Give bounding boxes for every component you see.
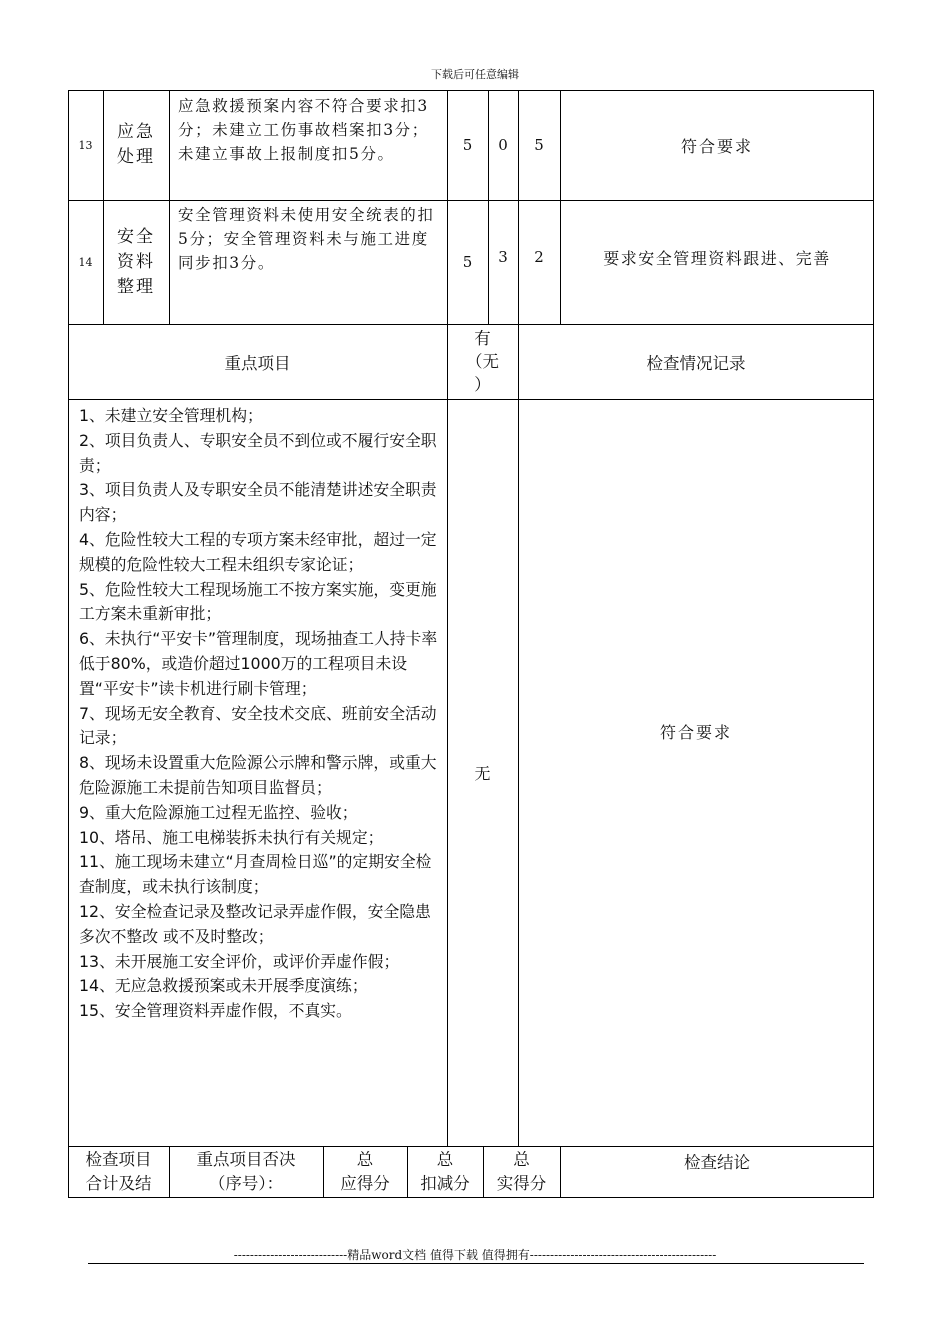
summary-veto: 重点项目否决 （序号）： — [196, 1150, 296, 1193]
key-item: 12、安全检查记录及整改记录弄虚作假，安全隐患多次不整改 或不及时整改； — [79, 901, 431, 946]
page-header: 下载后可任意编辑 — [431, 68, 519, 81]
key-items-header: 重点项目 — [224, 353, 291, 373]
summary-label: 检查项目 合计及结 — [85, 1150, 152, 1193]
key-item: 13、未开展施工安全评价，或评价弄虚作假； — [79, 951, 400, 971]
key-item: 10、塔吊、施工电梯装拆未执行有关规定； — [79, 827, 384, 847]
key-item: 14、无应急救援预案或未开展季度演练； — [79, 976, 368, 996]
row-13-item: 应急 处理 — [117, 122, 155, 167]
row-13-deduct-score: 0 — [498, 136, 508, 154]
key-item: 6、未执行“平安卡”管理制度，现场抽查工人持卡率低于80%，或造价超过1000万的工程项目未设置“平安卡”读卡机进行刷卡管理； — [79, 629, 438, 698]
has-none-value: 无 — [474, 764, 491, 783]
row-14-actual-score: 2 — [534, 248, 544, 266]
key-item: 8、现场未设置重大危险源公示牌和警示牌，或重大危险源施工未提前告知项目监督员； — [79, 753, 437, 797]
footer-divider — [88, 1263, 864, 1264]
key-item: 15、安全管理资料弄虚作假，不真实。 — [79, 1001, 352, 1021]
has-none-header: 有 （无 ） — [466, 329, 499, 394]
key-item: 4、危险性较大工程的专项方案未经审批，超过一定规模的危险性较大工程未组织专家论证； — [79, 529, 437, 574]
key-items-list — [79, 404, 443, 1024]
key-item: 3、项目负责人及专职安全员不能清楚讲述安全职责内容； — [79, 480, 437, 525]
key-item: 2、项目负责人、专职安全员不到位或不履行安全职责； — [79, 430, 437, 475]
row-13-number: 13 — [78, 138, 93, 152]
key-item: 9、重大危险源施工过程无监控、验收； — [79, 802, 358, 822]
summary-total-should: 总 应得分 — [340, 1150, 390, 1193]
row-14-record: 要求安全管理资料跟进、完善 — [603, 248, 831, 268]
summary-conclusion: 检查结论 — [684, 1153, 750, 1172]
page-footer: ----------------------------精品word文档 值得下载 值得拥有---------------------------------------------- — [233, 1248, 717, 1262]
summary-total-actual: 总 实得分 — [496, 1150, 547, 1193]
summary-total-deduct: 总 扣减分 — [420, 1150, 470, 1193]
row-14-should-score: 5 — [462, 253, 473, 271]
row-14-item: 安全 资料 整理 — [117, 226, 155, 297]
row-14-number: 14 — [78, 255, 93, 269]
key-item: 7、现场无安全教育、安全技术交底、班前安全活动记录； — [79, 703, 437, 748]
row-14-description: 安全管理资料未使用安全统表的扣5分；安全管理资料未与施工进度同步扣3分。 — [178, 206, 435, 272]
row-13-record: 符合要求 — [680, 136, 753, 156]
key-item: 1、未建立安全管理机构； — [79, 406, 263, 425]
key-record-value: 符合要求 — [659, 722, 732, 742]
key-item: 5、危险性较大工程现场施工不按方案实施，变更施工方案未重新审批； — [79, 579, 437, 624]
inspection-record-header: 检查情况记录 — [646, 353, 746, 373]
key-item: 11、施工现场未建立“月查周检日巡”的定期安全检查制度，或未执行该制度； — [79, 852, 432, 897]
row-14-deduct-score: 3 — [498, 248, 508, 266]
row-13-description: 应急救援预案内容不符合要求扣3分；未建立工伤事故档案扣3分；未建立事故上报制度扣5分。 — [178, 97, 429, 163]
row-13-actual-score: 5 — [534, 136, 544, 154]
row-13-should-score: 5 — [462, 136, 473, 154]
